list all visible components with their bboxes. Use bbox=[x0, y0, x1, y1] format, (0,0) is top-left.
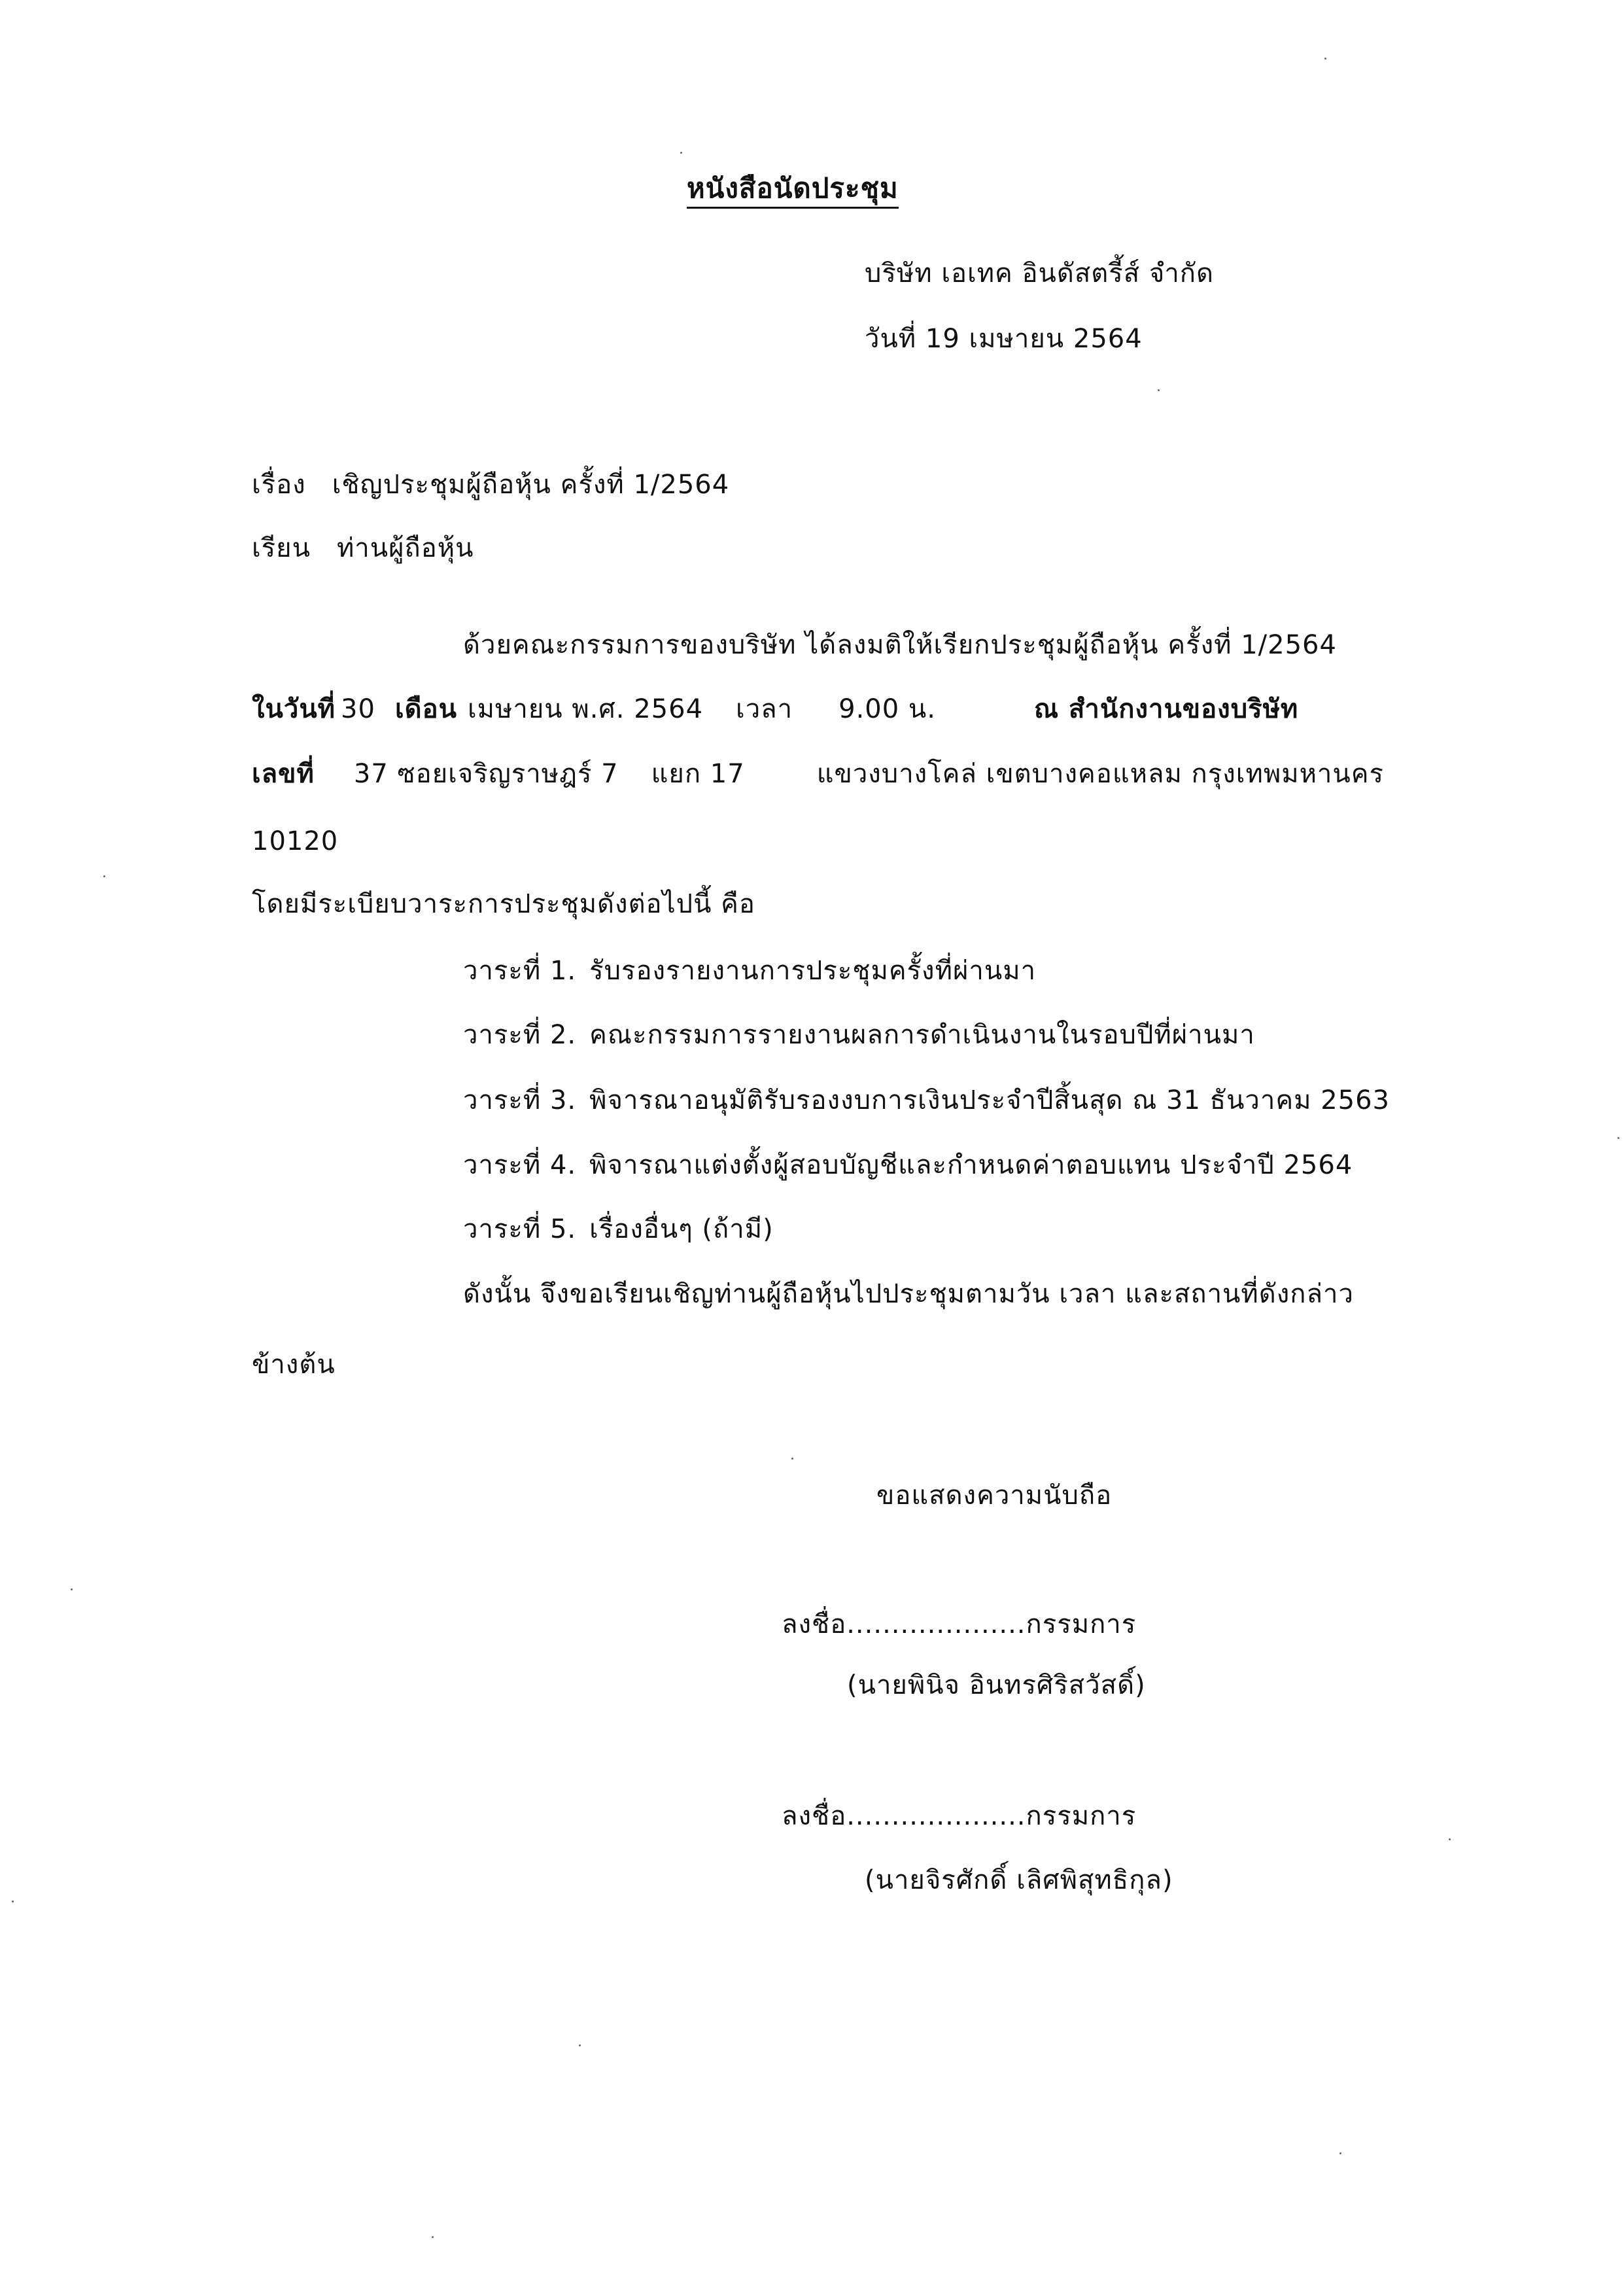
closing-line-2: ข้างต้น bbox=[252, 1350, 336, 1380]
recipient-text: ท่านผู้ถือหุ้น bbox=[336, 533, 474, 563]
agenda-label: วาระที่ 3. bbox=[463, 1085, 577, 1115]
scan-speck bbox=[1617, 1137, 1619, 1139]
scan-speck bbox=[1449, 1838, 1451, 1840]
time-label: เวลา bbox=[736, 694, 793, 724]
meeting-venue: ณ สำนักงานของบริษัท bbox=[1033, 694, 1299, 724]
meeting-time: 9.00 น. bbox=[838, 694, 936, 724]
regards: ขอแสดงความนับถือ bbox=[876, 1480, 1113, 1511]
scan-speck bbox=[680, 152, 682, 154]
letter-date: วันที่ 19 เมษายน 2564 bbox=[865, 324, 1143, 354]
agenda-text: รับรองรายงานการประชุมครั้งที่ผ่านมา bbox=[589, 956, 1037, 986]
recipient-label: เรียน bbox=[252, 533, 311, 563]
body-paragraph-1: ด้วยคณะกรรมการของบริษัท ได้ลงมติให้เรียกประชุมผู้ถือหุ้น ครั้งที่ 1/2564 bbox=[463, 630, 1337, 660]
subject-label: เรื่อง bbox=[252, 470, 306, 500]
agenda-item bbox=[463, 1083, 1390, 1117]
recipient-line bbox=[252, 531, 474, 565]
company-name: บริษัท เอเทค อินดัสตรี้ส์ จำกัด bbox=[865, 258, 1214, 289]
scan-speck bbox=[1339, 2152, 1341, 2154]
signatory-name-2: (นายจิรศักดิ์ เลิศพิสุทธิกุล) bbox=[865, 1865, 1173, 1895]
address-label: เลขที่ bbox=[252, 759, 315, 789]
address-line bbox=[252, 757, 1384, 791]
agenda-label: วาระที่ 4. bbox=[463, 1150, 577, 1180]
agenda-text: คณะกรรมการรายงานผลการดำเนินงานในรอบปีที่ผ่านมา bbox=[589, 1020, 1255, 1050]
address-number: 37 ซอยเจริญราษฎร์ 7 bbox=[353, 759, 619, 789]
postcode: 10120 bbox=[252, 826, 339, 856]
signature-line-1: ลงชื่อ....................กรรมการ bbox=[782, 1609, 1137, 1639]
address-area: แขวงบางโคล่ เขตบางคอแหลม กรุงเทพมหานคร bbox=[816, 759, 1384, 789]
scan-speck bbox=[579, 2044, 581, 2046]
agenda-label: วาระที่ 1. bbox=[463, 956, 577, 986]
document-title: หนังสือนัดประชุม bbox=[687, 171, 899, 209]
month-label: เดือน bbox=[394, 694, 457, 724]
signature-line-2: ลงชื่อ....................กรรมการ bbox=[782, 1801, 1137, 1831]
agenda-text: เรื่องอื่นๆ (ถ้ามี) bbox=[589, 1214, 774, 1244]
agenda-label: วาระที่ 2. bbox=[463, 1020, 577, 1050]
when-label: ในวันที่ bbox=[252, 694, 336, 724]
scan-speck bbox=[432, 2236, 434, 2238]
agenda-text: พิจารณาอนุมัติรับรองงบการเงินประจำปีสิ้นสุด ณ 31 ธันวาคม 2563 bbox=[589, 1085, 1390, 1115]
agenda-text: พิจารณาแต่งตั้งผู้สอบบัญชีและกำหนดค่าตอบแทน ประจำปี 2564 bbox=[589, 1150, 1353, 1180]
agenda-intro: โดยมีระเบียบวาระการประชุมดังต่อไปนี้ คือ bbox=[252, 889, 755, 919]
address-branch: แยก 17 bbox=[651, 759, 745, 789]
subject-line bbox=[252, 468, 729, 502]
scan-speck bbox=[1158, 389, 1160, 391]
subject-text: เชิญประชุมผู้ถือหุ้น ครั้งที่ 1/2564 bbox=[332, 470, 730, 500]
signatory-name-1: (นายพินิจ อินทรศิริสวัสดิ์) bbox=[847, 1670, 1146, 1700]
agenda-item bbox=[463, 1212, 774, 1246]
agenda-item bbox=[463, 1148, 1353, 1182]
scan-speck bbox=[791, 1458, 793, 1460]
agenda-item bbox=[463, 954, 1036, 988]
scan-speck bbox=[71, 1588, 73, 1590]
meeting-day: 30 bbox=[341, 694, 375, 724]
scan-speck bbox=[12, 1901, 14, 1902]
scan-speck bbox=[1324, 58, 1326, 60]
meeting-when-line bbox=[252, 692, 1298, 726]
meeting-month: เมษายน พ.ศ. 2564 bbox=[467, 694, 704, 724]
closing-line-1: ดังนั้น จึงขอเรียนเชิญท่านผู้ถือหุ้นไปประชุมตามวัน เวลา และสถานที่ดังกล่าว bbox=[463, 1279, 1354, 1309]
agenda-item bbox=[463, 1018, 1255, 1052]
scan-speck bbox=[103, 875, 105, 877]
agenda-label: วาระที่ 5. bbox=[463, 1214, 577, 1244]
